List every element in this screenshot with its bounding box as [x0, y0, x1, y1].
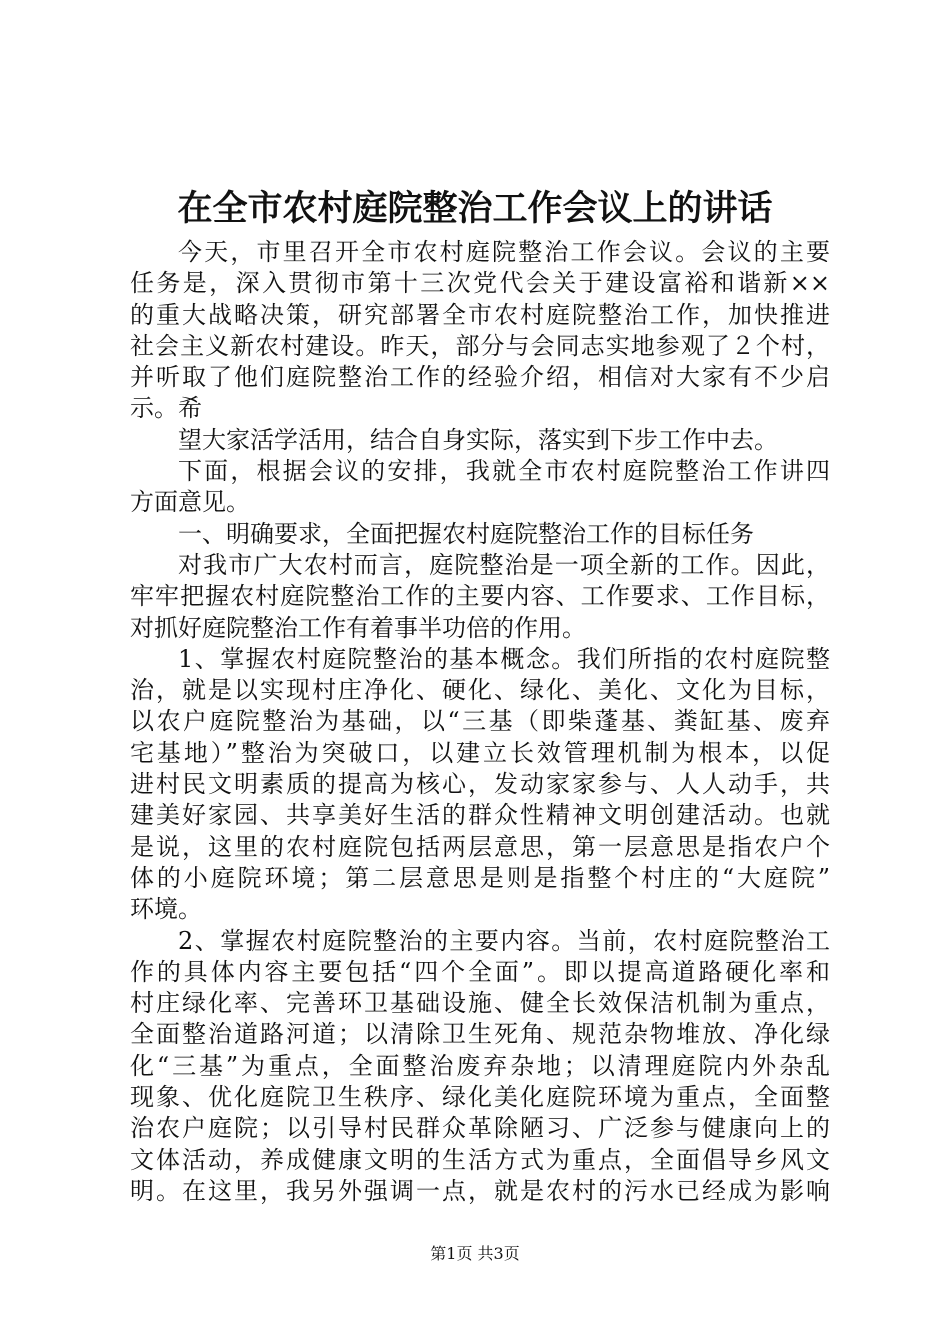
- text-line: 的重大战略决策，研究部署全市农村庭院整治工作，加快推进: [130, 300, 830, 329]
- text-line: 体的小庭院环境；第二层意思是则是指整个村庄的“大庭院”: [130, 863, 830, 892]
- text-line: 1、掌握农村庭院整治的基本概念。我们所指的农村庭院整: [178, 644, 830, 673]
- text-line: 进村民文明素质的提高为核心，发动家家参与、人人动手，共: [130, 770, 830, 799]
- text-line: 任务是，深入贯彻市第十三次党代会关于建设富裕和谐新××: [130, 269, 830, 298]
- text-line: 社会主义新农村建设。昨天，部分与会同志实地参观了２个村，: [130, 331, 830, 360]
- text-line: 2、掌握农村庭院整治的主要内容。当前，农村庭院整治工: [178, 926, 830, 955]
- text-line: 治，就是以实现村庄净化、硬化、绿化、美化、文化为目标，: [130, 676, 830, 705]
- text-line: 作的具体内容主要包括“四个全面”。即以提高道路硬化率和: [130, 957, 830, 986]
- text-line: 示。希: [130, 394, 202, 423]
- text-line: 对抓好庭院整治工作有着事半功倍的作用。: [130, 613, 586, 642]
- page-footer: 第1页 共3页: [430, 1244, 520, 1263]
- text-line: 是说，这里的农村庭院包括两层意思，第一层意思是指农户个: [130, 832, 830, 861]
- text-line: 牢牢把握农村庭院整治工作的主要内容、工作要求、工作目标，: [130, 582, 830, 611]
- text-line: 明。在这里，我另外强调一点，就是农村的污水已经成为影响: [130, 1176, 830, 1205]
- text-line: 全面整治道路河道；以清除卫生死角、规范杂物堆放、净化绿: [130, 1020, 830, 1049]
- text-line: 文体活动，养成健康文明的生活方式为重点，全面倡导乡风文: [130, 1145, 830, 1174]
- document-body: [130, 237, 830, 1207]
- text-line: 宅基地）”整治为突破口，以建立长效管理机制为根本，以促: [130, 738, 830, 767]
- text-line: 并听取了他们庭院整治工作的经验介绍，相信对大家有不少启: [130, 363, 830, 392]
- text-line: 一、明确要求，全面把握农村庭院整治工作的目标任务: [178, 519, 754, 548]
- text-line: 方面意见。: [130, 488, 250, 517]
- text-line: 治农户庭院；以引导村民群众革除陋习、广泛参与健康向上的: [130, 1114, 830, 1143]
- text-line: 环境。: [130, 895, 202, 924]
- text-line: 对我市广大农村而言，庭院整治是一项全新的工作。因此，: [178, 550, 830, 579]
- document-title: 在全市农村庭院整治工作会议上的讲话: [177, 188, 773, 229]
- text-line: 下面，根据会议的安排，我就全市农村庭院整治工作讲四: [178, 457, 830, 486]
- text-line: 今天，市里召开全市农村庭院整治工作会议。会议的主要: [178, 238, 830, 266]
- text-line: 村庄绿化率、完善环卫基础设施、健全长效保洁机制为重点，: [130, 989, 830, 1018]
- text-line: 望大家活学活用，结合自身实际，落实到下步工作中去。: [178, 425, 778, 454]
- text-line: 建美好家园、共享美好生活的群众性精神文明创建活动。也就: [130, 801, 830, 830]
- text-line: 现象、优化庭院卫生秩序、绿化美化庭院环境为重点，全面整: [130, 1083, 830, 1112]
- text-line: 化“三基”为重点，全面整治废弃杂地；以清理庭院内外杂乱: [130, 1051, 830, 1080]
- text-line: 以农户庭院整治为基础，以“三基（即柴蓬基、粪缸基、废弃: [130, 707, 830, 736]
